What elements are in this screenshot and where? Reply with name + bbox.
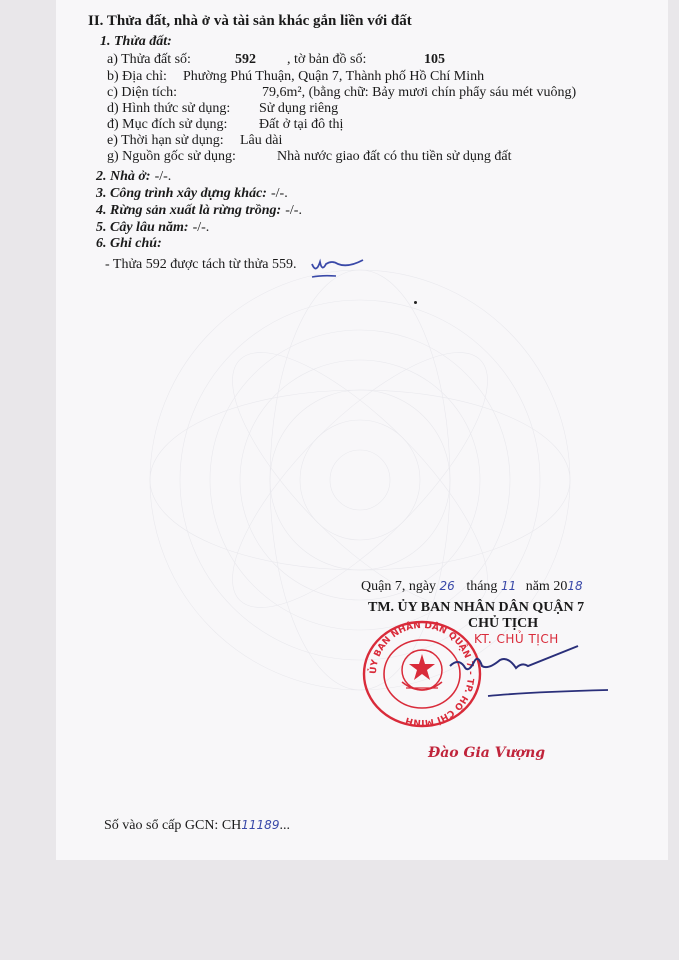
construction-value: -/-. [270, 186, 288, 201]
date-prefix: Quận 7, ngày [361, 579, 437, 594]
house-value: -/-. [154, 169, 172, 184]
usage-form-value: Sử dụng riêng [259, 101, 339, 116]
forest-row [96, 201, 302, 219]
construction-heading: 3. Công trình xây dựng khác: [96, 186, 267, 201]
term-value: Lâu dài [240, 133, 283, 148]
construction-row [96, 184, 288, 202]
house-row [96, 167, 171, 185]
signature [448, 640, 614, 706]
parcel-label: a) Thửa đất số: [107, 52, 191, 67]
section-title: II. Thửa đất, nhà ở và tài sản khác gắn liền với đất [88, 13, 412, 29]
date-year-label: năm 20 [525, 579, 568, 594]
gcn-label: Số vào sổ cấp GCN: CH [104, 818, 242, 833]
perennial-value: -/-. [192, 220, 210, 235]
map-sheet-label: , tờ bản đồ số: [287, 52, 367, 67]
perennial-row [96, 218, 209, 236]
gcn-number: 11189 [241, 818, 280, 832]
notes-text: - Thửa 592 được tách từ thửa 559. [105, 257, 297, 272]
forest-value: -/-. [285, 203, 302, 218]
date-year-suffix: 18 [567, 579, 583, 593]
origin-value: Nhà nước giao đất có thu tiền sử dụng đất [277, 149, 512, 164]
perennial-heading: 5. Cây lâu năm: [96, 220, 189, 235]
role-stamp: KT. CHỦ TỊCH [474, 632, 559, 646]
usage-form-label: d) Hình thức sử dụng: [107, 101, 231, 116]
dot-mark [414, 301, 417, 304]
date-day: 26 [439, 579, 455, 593]
date-month-label: tháng [466, 579, 498, 594]
purpose-value: Đất ở tại đô thị [259, 117, 344, 132]
initial-mark [308, 250, 368, 282]
notes-heading: 6. Ghi chú: [96, 236, 162, 251]
seal-text: ỦY BAN NHÂN DÂN QUẬN 7 - TP. HỒ CHÍ MINH [368, 620, 476, 728]
house-heading: 2. Nhà ở: [96, 169, 151, 184]
date-month: 11 [500, 579, 517, 593]
origin-label: g) Nguồn gốc sử dụng: [107, 149, 236, 164]
signer-name: Đào Gia Vượng [428, 745, 546, 761]
address-value: Phường Phú Thuận, Quận 7, Thành phố Hồ Chí Minh [183, 69, 485, 84]
role-title: CHỦ TỊCH [468, 616, 539, 631]
forest-heading: 4. Rừng sản xuất là rừng trồng: [96, 203, 282, 218]
parcel-row [107, 52, 191, 68]
area-value: 79,6m², (bằng chữ: Bảy mươi chín phẩy sáu mét vuông) [262, 85, 577, 100]
area-label: c) Diện tích: [107, 85, 177, 100]
gcn-line [104, 818, 290, 834]
term-label: e) Thời hạn sử dụng: [107, 133, 224, 148]
gcn-dots: ... [279, 818, 290, 833]
purpose-label: đ) Mục đích sử dụng: [107, 117, 228, 132]
date-line [361, 579, 583, 595]
map-sheet-number: 105 [424, 52, 445, 67]
parcel-number: 592 [235, 52, 256, 67]
address-label: b) Địa chỉ: [107, 69, 167, 84]
org-name: TM. ỦY BAN NHÂN DÂN QUẬN 7 [368, 600, 585, 615]
land-heading: 1. Thửa đất: [100, 34, 172, 49]
